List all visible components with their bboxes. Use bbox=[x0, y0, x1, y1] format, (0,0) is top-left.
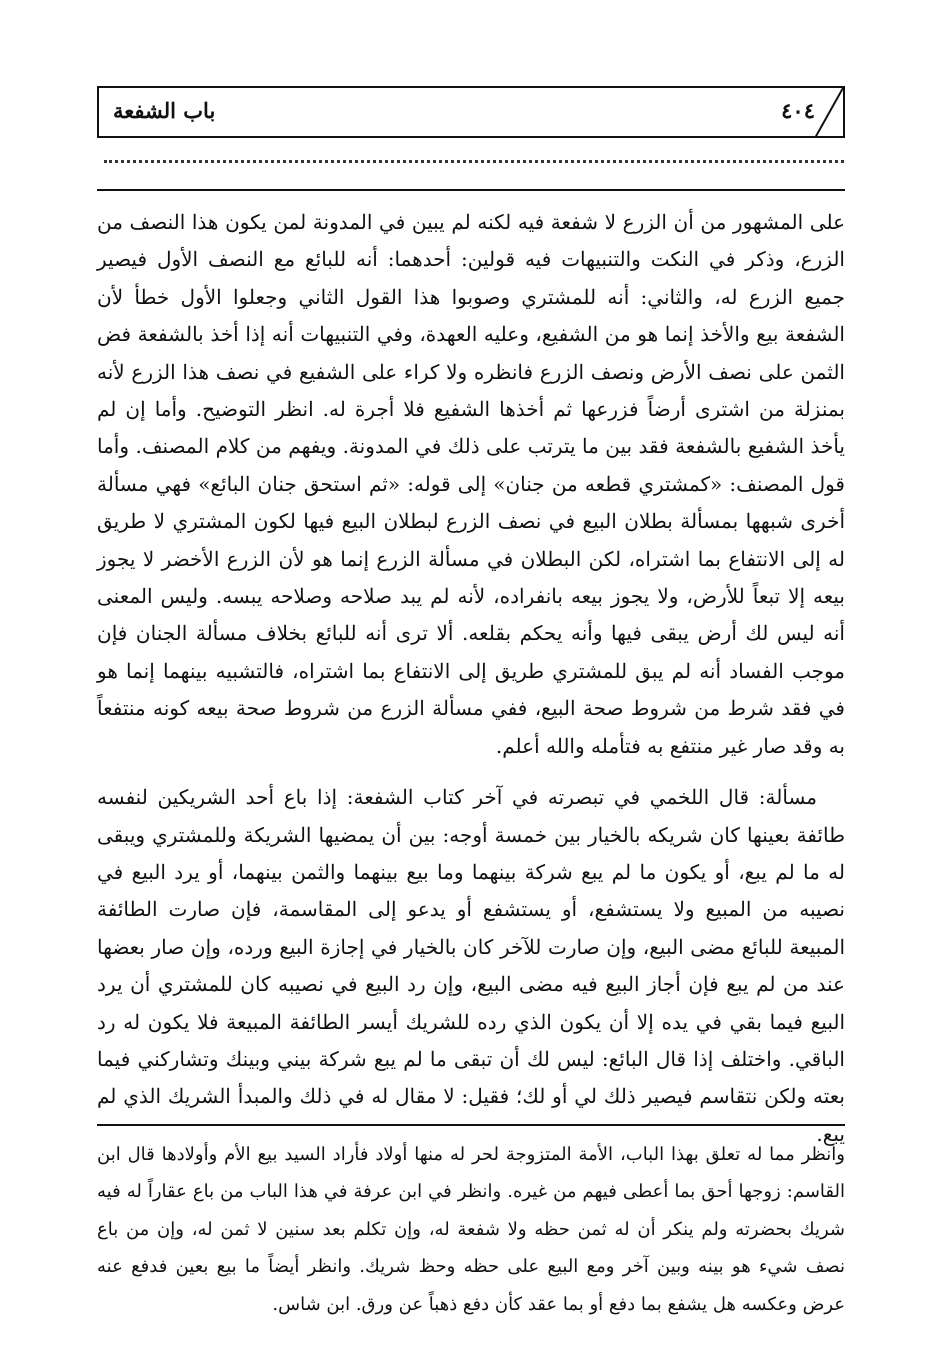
page-number: ٤٠٤ bbox=[781, 98, 815, 123]
body-paragraph: مسألة: قال اللخمي في تبصرته في آخر كتاب الشفعة: إذا باع أحد الشريكين لنفسه طائفة بعينها كان شريكه بالخيار بين خمسة أوجه: بين أن يمضيها الشريكة وللمشتري ويبقى له ما لم يبع، أو يكون ما لم يبع شركة بينهما وما بيع بينهما والثمن بينهما، أو يرد البيع في نصيبه من المبيع ولا يستشفع، أو يستشفع أو يدعو إلى المقاسمة، فإن صارت الطائفة المبيعة للبائع مضى البيع، وإن صارت للآخر كان بالخيار في إجازة البيع ورده، وإن صار بعضها عند من لم يبع فإن أجاز البيع فيه مضى البيع، وإن رد البيع في نصيبه كان للمشتري أن يرد البيع فيما بقي في يده إلا أن يكون الذي رده للشريك أيسر الطائفة المبيعة فلا يكون له رد الباقي. واختلف إذا قال البائع: ليس لك أن تبقى ما لم يبع شركة بيني وبينك وتشاركني فيما بعته ولكن نتقاسم فيصير ذلك لي أو لك؛ فقيل: لا مقال له في ذلك والمبدأ الشريك الذي لم يبع. bbox=[97, 785, 845, 1146]
footnote-divider bbox=[97, 1124, 845, 1126]
running-header bbox=[97, 86, 845, 138]
header-rule bbox=[97, 189, 845, 191]
chapter-title: باب الشفعة bbox=[113, 98, 216, 123]
body-paragraph: على المشهور من أن الزرع لا شفعة فيه لكنه لم يبين في المدونة لمن يكون هذا النصف من الزرع، وذكر في النكت والتنبيهات فيه قولين: أحدهما: أنه للبائع مع النصف الأول فيصير جميع الزرع له، والثاني: أنه للمشتري وصوبوا هذا القول الثاني وجعلوا الأول خطأ لأن الشفعة بيع والأخذ إنما هو من الشفيع، وعليه العهدة، وفي التنبيهات أنه إذا أخذ بالشفعة فض الثمن على نصف الأرض ونصف الزرع فانظره ولا كراء على الشفيع في نصف هذا الزرع لأنه بمنزلة من اشترى أرضاً فزرعها ثم أخذها الشفيع فلا أجرة له. انظر التوضيح. وأما إن لم يأخذ الشفيع بالشفعة فقد بين ما يترتب على ذلك في المدونة. ويفهم من كلام المصنف. وأما قول المصنف: «كمشتري قطعه من جنان» إلى قوله: «ثم استحق جنان البائع» فهي مسألة أخرى شبهها بمسألة بطلان البيع في نصف الزرع لبطلان البيع فيها لكون المشتري لا طريق له إلى الانتفاع بما اشتراه، لكن البطلان في مسألة الزرع إنما هو لأن الزرع الأخضر لا يجوز بيعه إلا تبعاً للأرض، ولا يجوز بيعه بانفراده، لأنه لم يبد صلاحه وصلاحه يبسه. وليس المعنى أنه ليس لك أرض يبقى فيها وأنه يحكم بقلعه. ألا ترى أنه للبائع بخلاف مسألة الجنان فإن موجب الفساد أنه لم يبق للمشتري طريق إلى الانتفاع بما اشتراه، فالتشبيه بينهما إنما هو في فقد شرط من شروط صحة البيع، ففي مسألة الزرع من شروط صحة بيعه كونه منتفعاً به وقد صار غير منتفع به فتأمله والله أعلم. bbox=[97, 210, 845, 758]
main-body bbox=[97, 204, 845, 1153]
footnote: وانظر مما له تعلق بهذا الباب، الأمة المتزوجة لحر له منها أولاد فأراد السيد بيع الأم وأولادها قال ابن القاسم: زوجها أحق بما أعطى فيهم من غيره. وانظر في ابن عرفة في هذا الباب من باع عقاراً له فيه شريك بحضرته ولم ينكر أن له ثمن حظه ولا شفعة له، وإن تكلم بعد سنين لا ثمن له، وإن من باع نصف شيء هو بينه وبين آخر ومع البيع على حظه وحظ شريك. وانظر أيضاً ما بيع بعين فدفع عنه عرض وعكسه هل يشفع بما دفع أو بما عقد كأن دفع ذهباً عن ورق. ابن شاس. bbox=[97, 1144, 845, 1315]
header-corner-slash-icon bbox=[815, 88, 843, 138]
dotted-divider bbox=[104, 160, 844, 163]
